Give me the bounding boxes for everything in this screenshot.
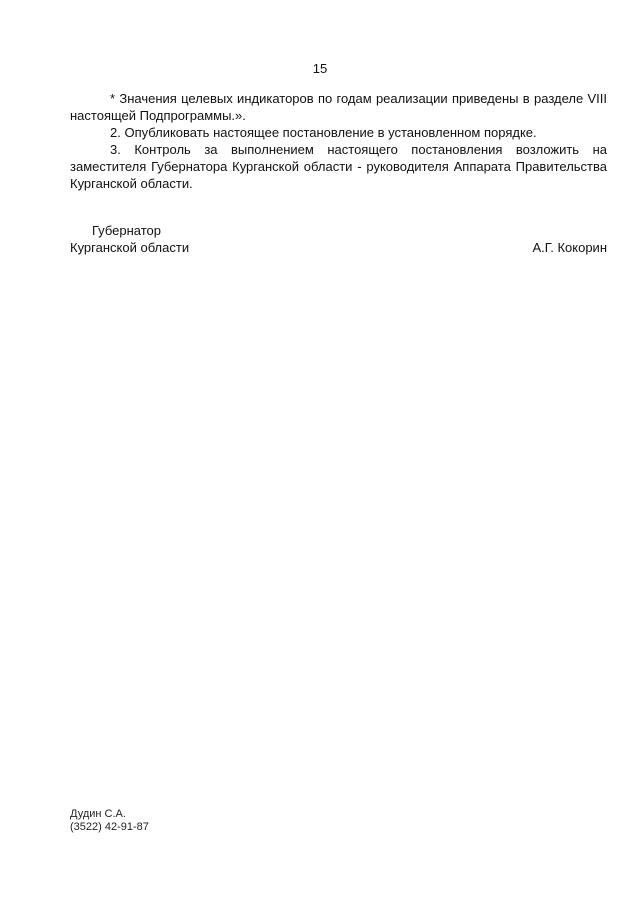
signature-block <box>70 222 607 258</box>
paragraph-control-order: 3. Контроль за выполнением настоящего постановления возложить на заместителя Губернатора Курганской области - руководителя Аппарата Правительства Курганской области. <box>70 142 607 191</box>
page-number: 15 <box>312 61 328 76</box>
paragraph-publish-order: 2. Опубликовать настоящее постановление в установленном порядке. <box>110 125 537 140</box>
executor-footer <box>70 808 149 834</box>
signatory-name: А.Г. Кокорин <box>532 240 607 255</box>
document-body <box>70 90 607 192</box>
executor-phone: (3522) 42-91-87 <box>70 821 149 833</box>
signatory-title-line2: Курганской области <box>70 240 190 255</box>
signatory-title-line1: Губернатор <box>92 223 161 238</box>
paragraph-target-indicators-note: * Значения целевых индикаторов по годам реализации приведены в разделе VIII настоящей Подпрограммы.». <box>70 91 607 123</box>
executor-name: Дудин С.А. <box>70 808 126 820</box>
